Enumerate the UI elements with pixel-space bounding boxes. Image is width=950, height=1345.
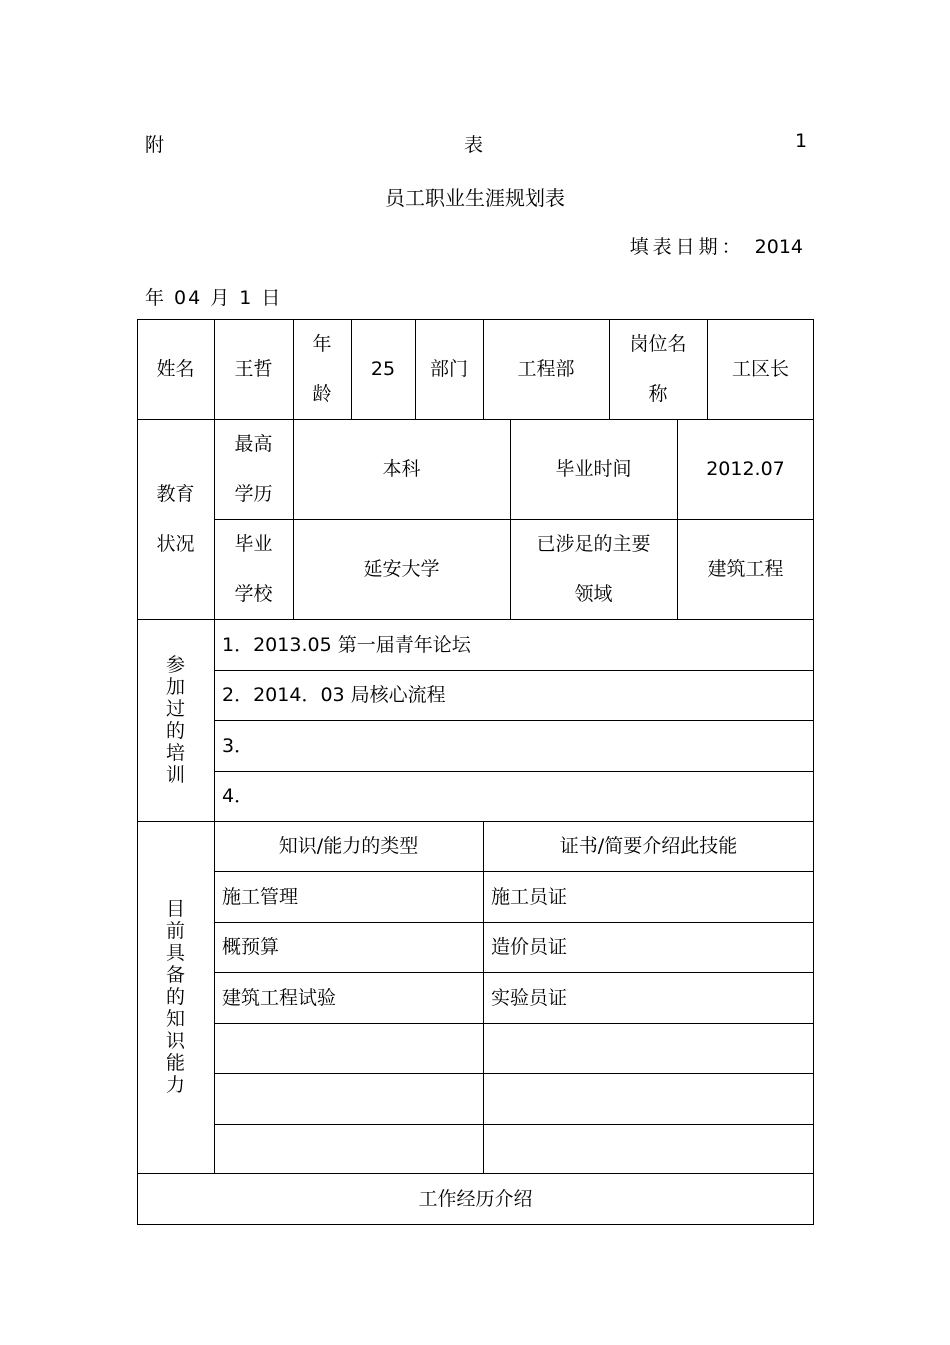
work-history-header: 工作经历介绍 bbox=[418, 1187, 533, 1210]
skills-label-char: 力 bbox=[165, 1074, 185, 1096]
skill-cert: 实验员证 bbox=[491, 986, 568, 1009]
skills-label-char: 知 bbox=[165, 1008, 185, 1030]
post-label-line1: 岗位名 bbox=[629, 333, 687, 355]
age-label bbox=[293, 319, 351, 419]
field-label bbox=[510, 519, 677, 619]
training-item: 1．2013.05 第一届青年论坛 bbox=[222, 633, 471, 656]
dept-label: 部门 bbox=[429, 358, 468, 380]
skill-cert bbox=[483, 1023, 814, 1073]
fill-date-rest: 年 04 月 1 日 bbox=[145, 287, 283, 309]
age-label-line1: 年 bbox=[312, 333, 332, 355]
skill-type bbox=[214, 1124, 483, 1173]
skills-col1-header: 知识/能力的类型 bbox=[278, 835, 419, 857]
training-item: 3． bbox=[222, 734, 254, 757]
education-label-line2: 状况 bbox=[156, 533, 195, 555]
training-label bbox=[137, 619, 214, 821]
skills-label-char: 前 bbox=[165, 920, 185, 942]
skills-label-char: 具 bbox=[165, 942, 185, 964]
skill-cert: 施工员证 bbox=[491, 885, 568, 908]
skill-cert bbox=[483, 1124, 814, 1173]
grad-time-value: 2012.07 bbox=[706, 458, 785, 480]
school-label bbox=[214, 519, 293, 619]
post-label-line2: 称 bbox=[648, 383, 668, 405]
skills-label-char: 目 bbox=[165, 898, 185, 920]
school-label-line2: 学校 bbox=[234, 583, 273, 605]
education-label-line1: 教育 bbox=[156, 483, 195, 505]
skill-type: 概预算 bbox=[222, 936, 280, 958]
field-label-line1: 已涉足的主要 bbox=[536, 533, 651, 555]
training-label-char: 的 bbox=[165, 720, 185, 742]
age-label-line2: 龄 bbox=[312, 383, 332, 405]
skill-cert bbox=[483, 1073, 814, 1124]
skills-label-char: 的 bbox=[165, 986, 185, 1008]
degree-label-line2: 学历 bbox=[234, 483, 273, 505]
fill-date bbox=[630, 232, 803, 259]
name-value: 王哲 bbox=[234, 358, 273, 380]
skill-type bbox=[214, 1023, 483, 1073]
grad-time-label: 毕业时间 bbox=[555, 458, 632, 480]
school-value: 延安大学 bbox=[363, 558, 440, 580]
fill-date-year: 2014 bbox=[754, 236, 803, 258]
skill-type: 施工管理 bbox=[222, 885, 299, 908]
skills-label bbox=[137, 821, 214, 1173]
training-label-char: 培 bbox=[165, 742, 185, 764]
degree-value: 本科 bbox=[382, 458, 421, 480]
training-label-char: 参 bbox=[165, 654, 185, 676]
degree-label bbox=[214, 419, 293, 519]
page-title: 员工职业生涯规划表 bbox=[385, 186, 565, 210]
skills-label-char: 识 bbox=[165, 1030, 185, 1052]
career-plan-table bbox=[137, 319, 814, 1225]
post-value: 工区长 bbox=[731, 358, 789, 380]
training-label-char: 过 bbox=[165, 698, 185, 720]
education-label bbox=[137, 419, 214, 619]
dept-value: 工程部 bbox=[517, 358, 575, 380]
header-biao: 表 bbox=[464, 134, 484, 156]
skills-col2-header: 证书/简要介绍此技能 bbox=[559, 835, 738, 857]
header-fu: 附 bbox=[145, 134, 165, 156]
name-label: 姓名 bbox=[156, 358, 195, 380]
skills-label-char: 能 bbox=[165, 1052, 185, 1074]
header-number: 1 bbox=[795, 130, 808, 152]
training-label-char: 训 bbox=[165, 764, 185, 786]
training-item: 4． bbox=[222, 785, 254, 807]
degree-label-line1: 最高 bbox=[234, 433, 273, 455]
skill-cert: 造价员证 bbox=[491, 936, 568, 958]
age-value: 25 bbox=[370, 358, 396, 380]
field-value: 建筑工程 bbox=[707, 558, 784, 580]
field-label-line2: 领域 bbox=[574, 583, 613, 605]
skill-type: 建筑工程试验 bbox=[222, 986, 337, 1009]
training-item: 2．2014．03 局核心流程 bbox=[222, 684, 446, 706]
skills-label-char: 备 bbox=[165, 964, 185, 986]
fill-date-label: 填表日期： bbox=[629, 236, 745, 258]
post-label bbox=[609, 319, 707, 419]
school-label-line1: 毕业 bbox=[234, 533, 273, 555]
training-label-char: 加 bbox=[165, 676, 185, 698]
skill-type bbox=[214, 1073, 483, 1124]
